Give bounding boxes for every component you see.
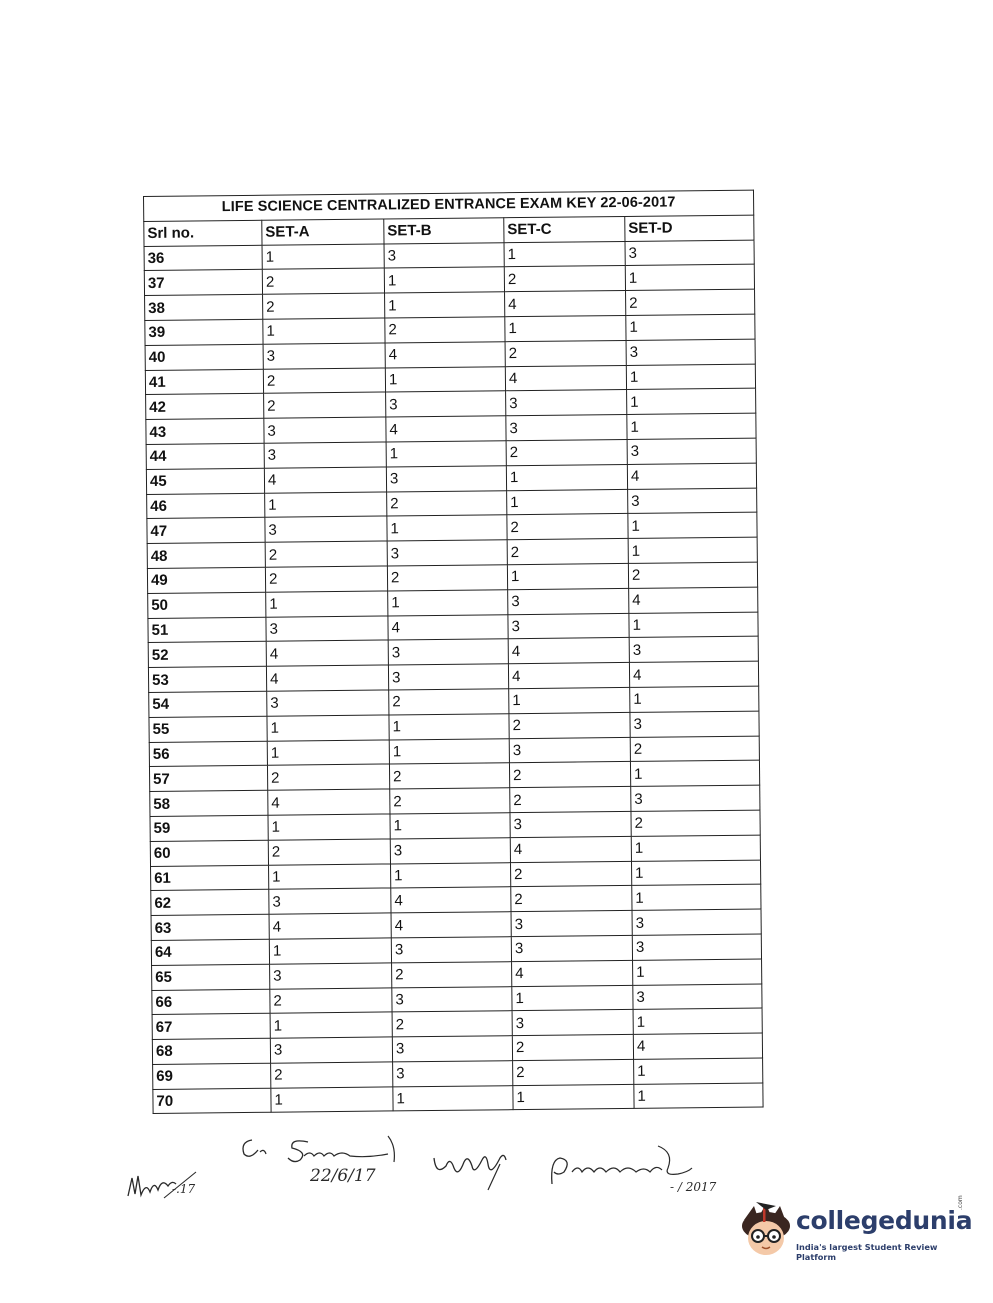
cell-set-a: 1 [271, 1087, 393, 1113]
cell-set-d: 1 [630, 760, 759, 786]
cell-set-d: 1 [629, 612, 758, 638]
cell-set-a: 2 [262, 268, 384, 294]
cell-set-b: 1 [388, 589, 508, 615]
logo-tagline: India's largest Student Review Platform [796, 1242, 938, 1262]
cell-set-a: 3 [264, 417, 386, 443]
cell-set-a: 1 [269, 938, 391, 964]
cell-set-d: 3 [629, 636, 758, 662]
cell-set-b: 4 [391, 887, 511, 913]
cell-set-b: 4 [386, 416, 506, 442]
cell-set-d: 1 [634, 1083, 763, 1109]
cell-srl-no: 57 [149, 766, 267, 792]
cell-set-b: 1 [384, 267, 504, 293]
cell-set-d: 2 [631, 810, 760, 836]
cell-set-d: 1 [630, 686, 759, 712]
cell-set-d: 1 [633, 1008, 762, 1034]
cell-set-c: 2 [505, 340, 626, 366]
cell-set-d: 3 [625, 240, 754, 266]
answer-key-table [143, 190, 764, 1115]
mascot-icon [736, 1200, 794, 1260]
cell-set-a: 1 [268, 814, 390, 840]
cell-srl-no: 54 [149, 691, 267, 717]
cell-srl-no: 69 [153, 1063, 271, 1089]
cell-set-d: 1 [626, 364, 755, 390]
cell-set-a: 2 [268, 839, 390, 865]
cell-srl-no: 39 [145, 319, 263, 345]
cell-set-d: 3 [628, 488, 757, 514]
cell-set-b: 3 [386, 391, 506, 417]
cell-set-a: 4 [266, 640, 388, 666]
cell-srl-no: 56 [149, 741, 267, 767]
signature-1-date: -.17 [172, 1182, 196, 1196]
cell-set-c: 1 [507, 489, 628, 515]
cell-srl-no: 68 [152, 1038, 270, 1064]
cell-set-c: 3 [508, 588, 629, 614]
cell-set-a: 3 [264, 442, 386, 468]
answer-rows [144, 240, 763, 1114]
cell-set-d: 4 [627, 463, 756, 489]
cell-set-b: 2 [390, 788, 510, 814]
cell-set-b: 1 [391, 862, 511, 888]
cell-set-b: 3 [392, 986, 512, 1012]
cell-set-a: 2 [270, 987, 392, 1013]
cell-set-d: 1 [633, 959, 762, 985]
cell-set-d: 1 [631, 835, 760, 861]
cell-set-c: 4 [508, 663, 629, 689]
cell-set-a: 2 [263, 293, 385, 319]
cell-srl-no: 48 [147, 542, 265, 568]
cell-set-c: 2 [509, 762, 630, 788]
cell-set-c: 1 [512, 985, 633, 1011]
cell-set-c: 4 [512, 960, 633, 986]
cell-set-a: 3 [267, 690, 389, 716]
cell-set-d: 3 [631, 785, 760, 811]
header-srl-no: Srl no. [144, 220, 262, 246]
cell-set-c: 3 [511, 935, 632, 961]
cell-set-c: 3 [510, 811, 631, 837]
cell-set-b: 1 [385, 366, 505, 392]
cell-set-b: 3 [388, 639, 508, 665]
cell-srl-no: 70 [153, 1088, 271, 1114]
cell-set-b: 3 [391, 937, 511, 963]
cell-set-a: 3 [265, 516, 387, 542]
cell-srl-no: 49 [147, 567, 265, 593]
cell-set-a: 3 [270, 963, 392, 989]
cell-set-c: 2 [507, 539, 628, 565]
header-set-b: SET-B [384, 218, 504, 244]
cell-set-a: 1 [267, 739, 389, 765]
cell-set-b: 1 [389, 738, 509, 764]
cell-set-d: 2 [630, 736, 759, 762]
cell-set-b: 1 [385, 292, 505, 318]
cell-set-c: 1 [505, 315, 626, 341]
header-set-a: SET-A [262, 219, 384, 245]
cell-set-c: 1 [509, 687, 630, 713]
cell-set-a: 3 [263, 343, 385, 369]
cell-set-d: 1 [627, 413, 756, 439]
cell-set-c: 2 [511, 886, 632, 912]
cell-set-c: 2 [509, 712, 630, 738]
signature-4-date: - / 2017 [670, 1180, 717, 1194]
cell-srl-no: 67 [152, 1014, 270, 1040]
cell-set-c: 3 [511, 911, 632, 937]
cell-set-d: 1 [628, 512, 757, 538]
signature-2 [238, 1132, 418, 1186]
cell-srl-no: 65 [152, 964, 270, 990]
cell-set-a: 3 [266, 616, 388, 642]
cell-set-b: 3 [393, 1061, 513, 1087]
logo-wordmark: collegedunia [796, 1206, 973, 1235]
cell-set-c: 2 [510, 787, 631, 813]
cell-srl-no: 59 [150, 815, 268, 841]
answer-key-sheet [143, 190, 763, 1115]
cell-set-a: 1 [262, 244, 384, 270]
cell-set-a: 4 [268, 789, 390, 815]
cell-set-d: 1 [632, 884, 761, 910]
cell-set-c: 3 [512, 1010, 633, 1036]
cell-set-b: 4 [385, 341, 505, 367]
cell-srl-no: 45 [146, 468, 264, 494]
cell-srl-no: 60 [150, 840, 268, 866]
signature-4 [546, 1142, 717, 1194]
cell-set-a: 4 [266, 665, 388, 691]
cell-srl-no: 50 [148, 592, 266, 618]
cell-set-d: 4 [629, 587, 758, 613]
cell-set-b: 3 [384, 242, 504, 268]
cell-set-b: 2 [389, 763, 509, 789]
cell-set-b: 4 [388, 614, 508, 640]
cell-srl-no: 40 [145, 344, 263, 370]
signature-3-scribble [430, 1146, 520, 1194]
cell-set-b: 3 [392, 1036, 512, 1062]
cell-set-c: 3 [506, 390, 627, 416]
cell-set-b: 2 [387, 490, 507, 516]
signature-3 [430, 1146, 520, 1194]
table-row [153, 1083, 763, 1114]
cell-set-b: 1 [390, 813, 510, 839]
cell-set-d: 3 [630, 711, 759, 737]
cell-set-c: 4 [510, 836, 631, 862]
cell-srl-no: 36 [144, 245, 262, 271]
cell-set-d: 3 [626, 339, 755, 365]
cell-set-b: 2 [392, 961, 512, 987]
cell-set-d: 1 [626, 314, 755, 340]
cell-set-b: 1 [387, 515, 507, 541]
cell-set-a: 1 [270, 1012, 392, 1038]
cell-set-b: 2 [392, 1011, 512, 1037]
cell-set-d: 3 [627, 438, 756, 464]
cell-srl-no: 62 [151, 890, 269, 916]
cell-set-b: 1 [386, 441, 506, 467]
cell-set-a: 4 [264, 467, 386, 493]
cell-set-c: 2 [510, 861, 631, 887]
cell-set-a: 2 [267, 764, 389, 790]
cell-set-c: 1 [507, 563, 628, 589]
cell-srl-no: 41 [145, 369, 263, 395]
cell-set-c: 4 [505, 365, 626, 391]
cell-set-a: 1 [267, 715, 389, 741]
cell-srl-no: 42 [146, 394, 264, 420]
cell-set-a: 1 [266, 591, 388, 617]
cell-set-d: 2 [626, 289, 755, 315]
cell-set-d: 3 [632, 934, 761, 960]
cell-set-d: 3 [632, 909, 761, 935]
cell-set-c: 3 [509, 737, 630, 763]
cell-set-c: 1 [504, 241, 625, 267]
cell-srl-no: 37 [144, 270, 262, 296]
cell-set-a: 2 [265, 566, 387, 592]
header-set-d: SET-D [625, 215, 754, 241]
cell-set-b: 1 [389, 713, 509, 739]
cell-srl-no: 58 [150, 790, 268, 816]
cell-set-d: 3 [633, 984, 762, 1010]
cell-set-b: 3 [390, 837, 510, 863]
cell-set-d: 4 [629, 661, 758, 687]
cell-set-c: 4 [508, 638, 629, 664]
cell-set-d: 1 [631, 860, 760, 886]
cell-set-a: 2 [263, 368, 385, 394]
cell-set-a: 1 [265, 492, 387, 518]
cell-set-a: 4 [269, 913, 391, 939]
cell-set-d: 1 [634, 1058, 763, 1084]
cell-set-b: 2 [387, 565, 507, 591]
signature-2-date: 22/6/17 [310, 1166, 376, 1186]
cell-set-a: 1 [269, 863, 391, 889]
cell-srl-no: 43 [146, 418, 264, 444]
cell-set-b: 3 [387, 540, 507, 566]
cell-set-c: 2 [512, 1035, 633, 1061]
header-set-c: SET-C [504, 216, 625, 242]
cell-srl-no: 51 [148, 617, 266, 643]
cell-srl-no: 55 [149, 716, 267, 742]
cell-set-d: 1 [628, 537, 757, 563]
cell-set-c: 1 [506, 464, 627, 490]
cell-srl-no: 44 [146, 443, 264, 469]
cell-set-a: 3 [270, 1037, 392, 1063]
cell-set-b: 3 [386, 465, 506, 491]
cell-srl-no: 61 [151, 865, 269, 891]
cell-set-b: 4 [391, 912, 511, 938]
cell-set-c: 3 [508, 613, 629, 639]
cell-set-d: 1 [627, 388, 756, 414]
cell-set-c: 2 [506, 439, 627, 465]
cell-set-c: 2 [507, 514, 628, 540]
cell-srl-no: 66 [152, 989, 270, 1015]
cell-srl-no: 47 [147, 518, 265, 544]
collegedunia-logo [736, 1195, 973, 1270]
cell-srl-no: 53 [148, 666, 266, 692]
cell-set-b: 3 [388, 664, 508, 690]
cell-set-b: 1 [393, 1085, 513, 1111]
cell-set-a: 2 [265, 541, 387, 567]
cell-set-c: 1 [513, 1084, 634, 1110]
cell-srl-no: 46 [147, 493, 265, 519]
signature-1 [124, 1164, 204, 1204]
cell-set-a: 3 [269, 888, 391, 914]
cell-srl-no: 52 [148, 642, 266, 668]
cell-set-a: 2 [264, 392, 386, 418]
cell-set-c: 4 [505, 291, 626, 317]
cell-set-d: 2 [628, 562, 757, 588]
cell-set-a: 1 [263, 318, 385, 344]
cell-srl-no: 63 [151, 914, 269, 940]
cell-set-b: 2 [389, 689, 509, 715]
cell-set-c: 2 [504, 266, 625, 292]
cell-set-b: 2 [385, 317, 505, 343]
cell-set-c: 3 [506, 415, 627, 441]
cell-srl-no: 64 [151, 939, 269, 965]
cell-srl-no: 38 [145, 294, 263, 320]
cell-set-d: 4 [633, 1033, 762, 1059]
cell-set-c: 2 [513, 1059, 634, 1085]
logo-suffix: .com [957, 1195, 964, 1210]
cell-set-d: 1 [625, 264, 754, 290]
exam-title: LIFE SCIENCE CENTRALIZED ENTRANCE EXAM KEY 22-06-2017 [144, 190, 754, 221]
cell-set-a: 2 [271, 1062, 393, 1088]
